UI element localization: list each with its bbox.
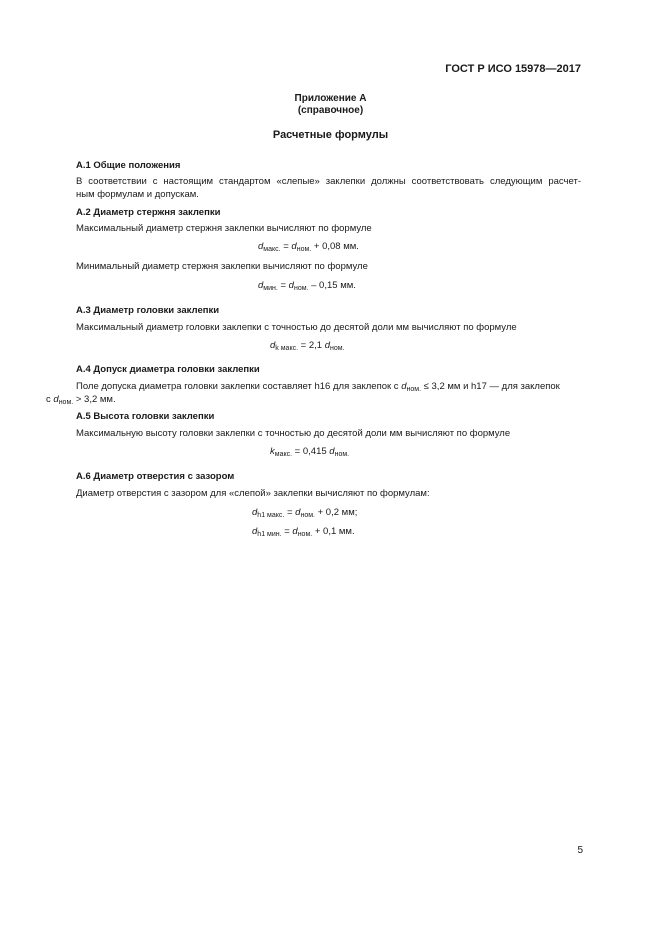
standard-number: ГОСТ Р ИСО 15978—2017: [445, 63, 581, 75]
section-a5-heading: А.5 Высота головки заклепки: [76, 411, 215, 422]
formula-dk-max: $d_{k макс.} = 2,1$ $d_{ном.}$: [270, 340, 345, 352]
annex-title: Приложение А: [294, 93, 367, 104]
section-a6-heading: А.6 Диаметр отверстия с зазором: [76, 471, 235, 482]
section-a4-line2: с $d_{ном.} > 3,2$ мм.: [46, 394, 116, 406]
section-a4-heading: А.4 Допуск диаметра головки заклепки: [76, 364, 260, 375]
page-number: 5: [577, 845, 583, 856]
section-a2-text1: Максимальный диаметр стержня заклепки вычисляют по формуле: [76, 223, 372, 234]
section-a4-line1: Поле допуска диаметра головки заклепки составляет h16 для заклепок с $d_{ном.} \le 3,2$ мм и h17 — для заклепок: [76, 381, 560, 393]
section-a1-line1: В соответствии с настоящим стандартом «слепые» заклепки должны соответствовать следующим расчет-: [76, 176, 581, 187]
formula-d-min: $d_{мин.} = d_{ном.} - 0,15$ мм.: [258, 280, 356, 292]
section-a2-heading: А.2 Диаметр стержня заклепки: [76, 207, 221, 218]
section-a4-paragraph: [76, 380, 581, 393]
section-a1-paragraph: [76, 175, 581, 201]
section-a3-heading: А.3 Диаметр головки заклепки: [76, 305, 220, 316]
section-a5-text: Максимальную высоту головки заклепки с точностью до десятой доли мм вычисляют по формуле: [76, 428, 511, 439]
annex-heading: [0, 93, 661, 117]
formula-k-max: $k_{макс.} = 0,415$ $d_{ном.}$: [270, 446, 350, 458]
section-a1-heading: А.1 Общие положения: [76, 160, 181, 171]
formula-dh1-min: $d_{h1 мин.} = d_{ном.} + 0,1$ мм.: [252, 526, 355, 538]
section-a3-text: Максимальный диаметр головки заклепки с точностью до десятой доли мм вычисляют по формуле: [76, 322, 517, 333]
section-a2-text2: Минимальный диаметр стержня заклепки вычисляют по формуле: [76, 261, 368, 272]
formula-dh1-max: $d_{h1 макс.} = d_{ном.} + 0,2$ мм;: [252, 507, 358, 519]
formula-d-max: $d_{макс.} = d_{ном.} + 0,08$ мм.: [258, 241, 359, 253]
annex-note: (справочное): [297, 105, 364, 116]
section-a6-text: Диаметр отверстия с зазором для «слепой» заклепки вычисляют по формулам:: [76, 488, 430, 499]
document-title: Расчетные формулы: [272, 129, 389, 141]
section-a1-line2: ным формулам и допускам.: [76, 189, 199, 200]
